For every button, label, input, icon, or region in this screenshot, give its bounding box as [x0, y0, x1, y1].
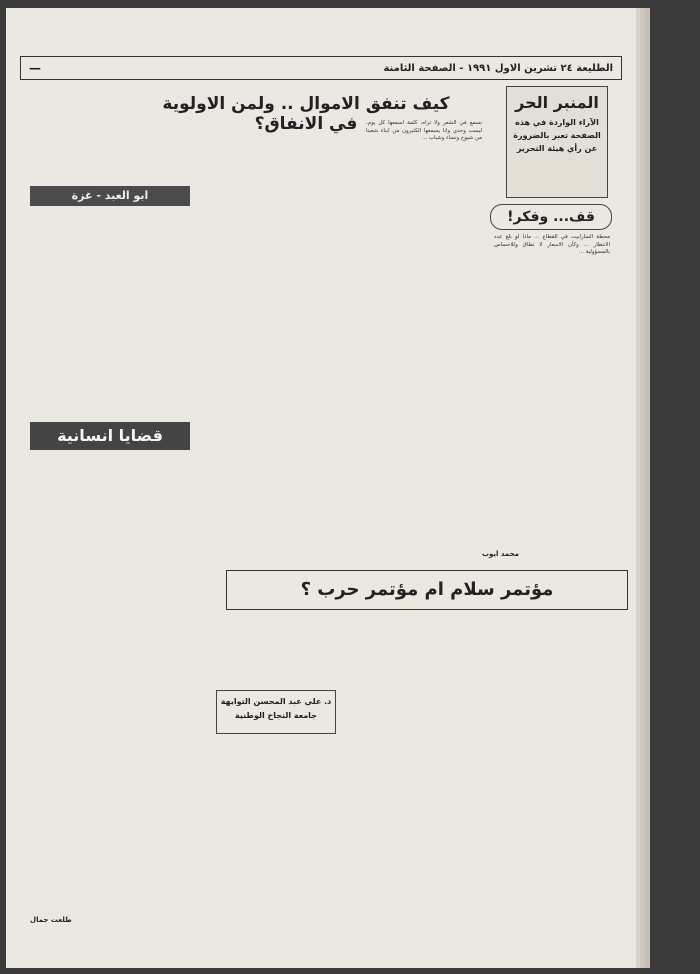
qadaya-section-title: قضايا انسانية: [30, 422, 190, 450]
minbar-subtitle: الآراء الواردة في هذه الصفحة تعبر بالضرورة عن رأي هيئة التحرير: [513, 118, 601, 153]
article2-col-1: [486, 616, 612, 946]
minbar-title: المنبر الحر: [515, 93, 599, 112]
qadaya-column: [30, 460, 196, 910]
article2-author-name: د. علي عبد المحسن التوايهة: [220, 697, 332, 706]
article2-headline: مؤتمر سلام ام مؤتمر حرب ؟: [226, 570, 628, 610]
article1-col-right: [366, 120, 482, 550]
issue-info: الطليعة ٢٤ تشرين الاول ١٩٩١ - الصفحة الثامنة: [383, 62, 613, 74]
article2-author-affiliation: جامعة النجاح الوطنية: [235, 711, 317, 720]
qaf-section-title: قف... وفكر!: [490, 204, 612, 230]
qaf-column: [494, 234, 610, 534]
page-header: [20, 56, 622, 80]
minbar-box: [506, 86, 608, 198]
qadaya-signature: طلعت جمال: [30, 916, 72, 924]
header-mark: —: [29, 61, 41, 75]
qaf-author: محمد ايوب: [482, 550, 520, 558]
article2-author-box: [216, 690, 336, 734]
qaf-body: محطة السارابيت في القطاع ... ماذا لو بلغ عدد الانتظار ... وكأن الاسعار لا تطاق وللاحساس بالمسؤولية ...: [494, 234, 610, 255]
article1-col-mid: [206, 120, 356, 550]
article2-col-3: [216, 742, 336, 942]
article1-col-left-top: [30, 120, 196, 180]
article2-col-2: [346, 616, 476, 946]
article2-col-3-top: [216, 616, 336, 686]
article1-byline: ابو العبد - غزة: [30, 186, 190, 206]
article1-body-right: تسمع في الشعر ولا تراه، كلمة اسمعها كل يوم، ليست وحدي وانا يسمعها الكثيرون من ابناء شعبنا من شيوخ ونساء وشباب ...: [366, 120, 482, 141]
article1-headline: كيف تنفق الاموال .. ولمن الاولوية في الانفاق؟: [162, 94, 450, 134]
newspaper-page: [6, 8, 636, 968]
article1-col-left: [30, 212, 196, 412]
